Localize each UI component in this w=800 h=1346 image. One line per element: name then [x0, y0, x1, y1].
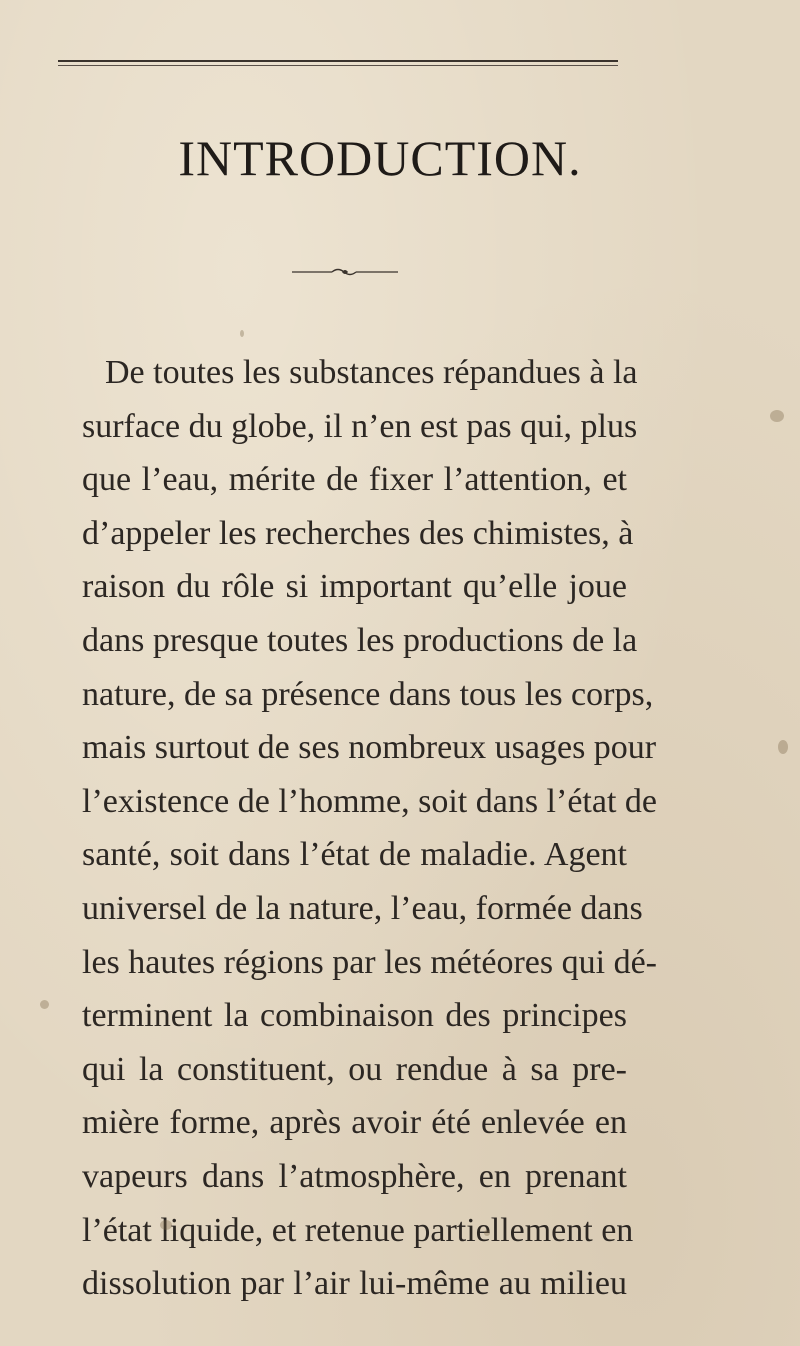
paper-speck	[778, 740, 788, 754]
paper-speck	[770, 410, 784, 422]
text-line: raison du rôle si important qu’elle joue	[82, 568, 627, 606]
paper-speck	[240, 330, 244, 337]
text-line: qui la constituent, ou rendue à sa pre-	[82, 1050, 627, 1088]
page-title: INTRODUCTION.	[178, 130, 582, 186]
body-text	[82, 346, 657, 1311]
text-line: vapeurs dans l’atmosphère, en prenant	[82, 1157, 627, 1195]
text-line: nature, de sa présence dans tous les corps,	[82, 675, 654, 713]
text-line: les hautes régions par les météores qui dé-	[82, 943, 657, 981]
text-line: que l’eau, mérite de fixer l’attention, et	[82, 461, 627, 499]
text-line: d’appeler les recherches des chimistes, à	[82, 514, 634, 552]
paper-speck	[160, 1220, 172, 1230]
text-line: mais surtout de ses nombreux usages pour	[82, 729, 657, 767]
text-line: dissolution par l’air lui-même au milieu	[82, 1265, 627, 1303]
text-line: l’existence de l’homme, soit dans l’état de	[82, 782, 657, 820]
paper-speck	[40, 1000, 49, 1009]
text-line: santé, soit dans l’état de maladie. Agent	[82, 836, 627, 874]
header-rule	[58, 60, 618, 62]
text-line: De toutes les substances répandues à la	[105, 354, 638, 391]
text-line: dans presque toutes les productions de la	[82, 621, 638, 659]
text-line: l’état liquide, et retenue partiellement en	[82, 1211, 634, 1249]
text-line: terminent la combinaison des principes	[82, 997, 627, 1035]
text-line: universel de la nature, l’eau, formée dans	[82, 889, 643, 927]
text-line: mière forme, après avoir été enlevée en	[82, 1104, 627, 1142]
paper-speck	[484, 1230, 490, 1236]
text-line: surface du globe, il n’en est pas qui, plus	[82, 407, 638, 445]
ornament-divider	[292, 266, 398, 278]
